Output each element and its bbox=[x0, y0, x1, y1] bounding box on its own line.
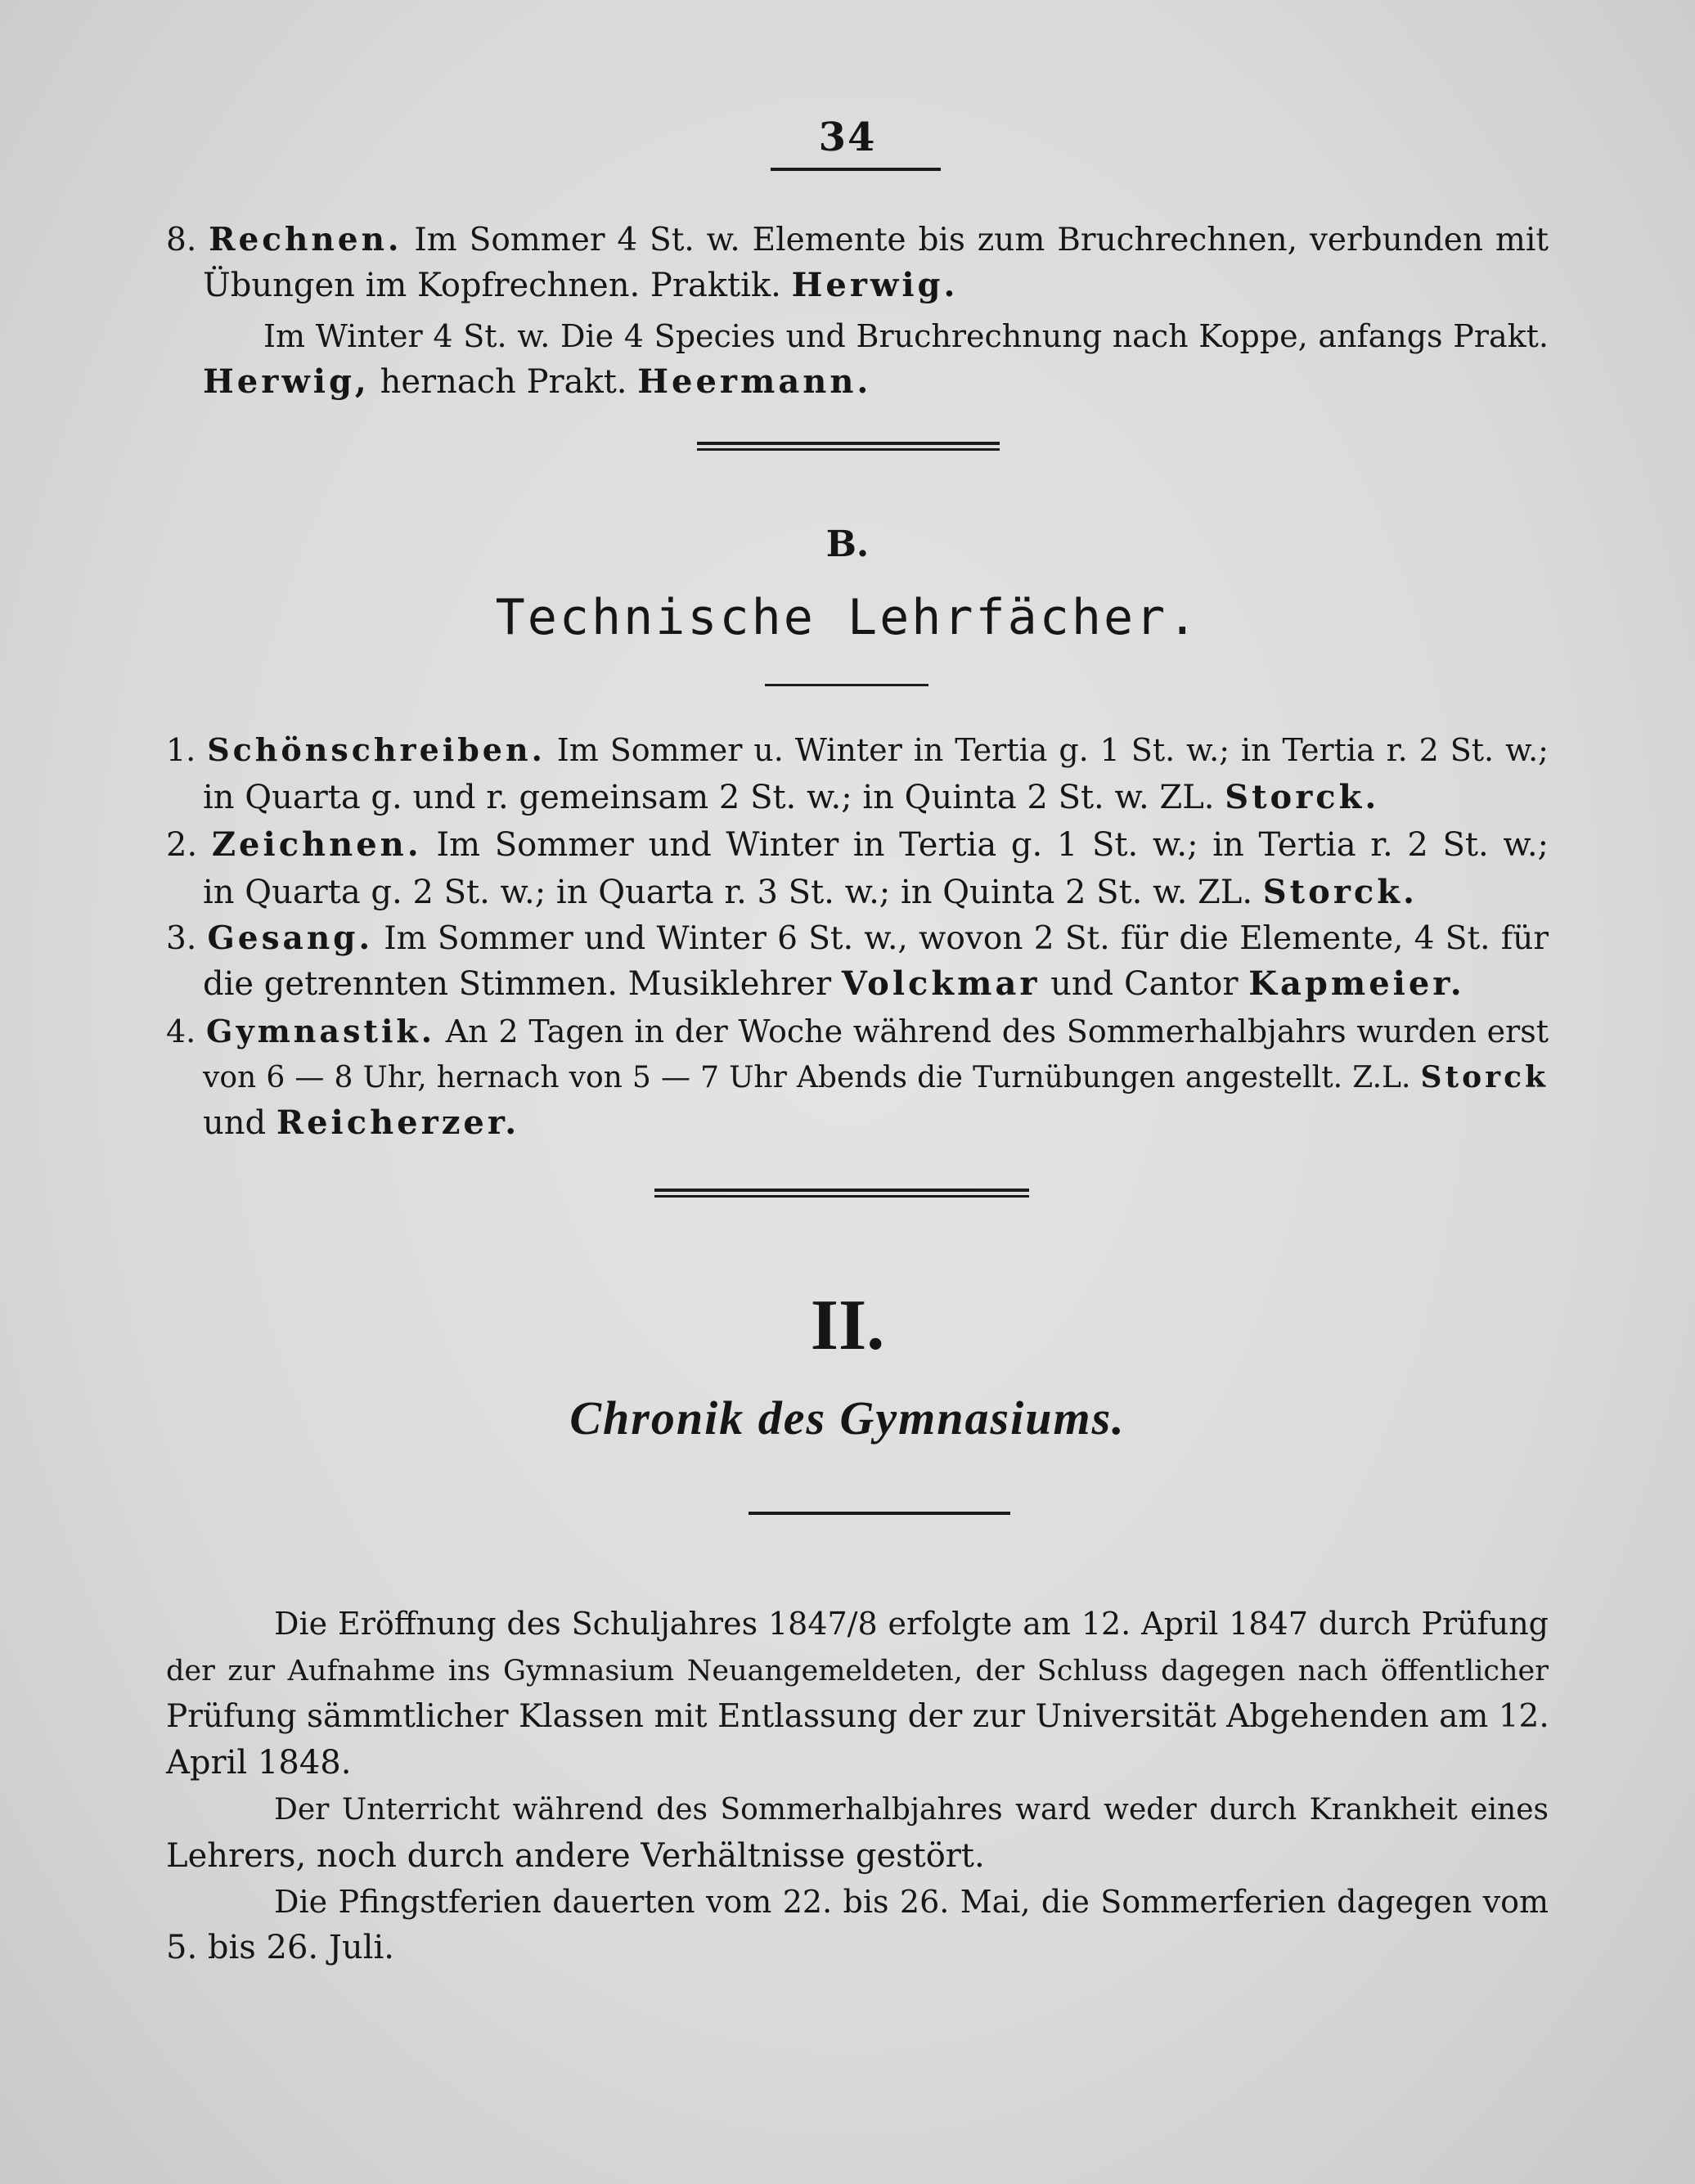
item-3-line-1 bbox=[166, 916, 1549, 961]
item-text: hernach Prakt. bbox=[380, 363, 627, 401]
item-8-line-1 bbox=[166, 218, 1549, 263]
page-number: 34 bbox=[818, 115, 877, 160]
paragraph-1-line-4 bbox=[166, 1741, 1549, 1785]
item-title: Gesang. bbox=[207, 919, 374, 957]
section-divider bbox=[697, 442, 1000, 451]
paragraph-text: April 1848. bbox=[166, 1744, 352, 1782]
item-2-line-1 bbox=[166, 823, 1549, 867]
item-text: Übungen im Kopfrechnen. Praktik. bbox=[203, 267, 781, 304]
item-8-line-4 bbox=[203, 360, 1549, 404]
item-text: Im Sommer und Winter 6 St. w., wovon 2 St. für die Elemente, 4 St. für bbox=[384, 920, 1549, 957]
paragraph-text: Lehrers, noch durch andere Verhältnisse gestört. bbox=[166, 1837, 985, 1875]
teacher-name: Storck. bbox=[1225, 778, 1380, 816]
item-1-line-1 bbox=[166, 728, 1549, 772]
item-text: in Quarta g. und r. gemeinsam 2 St. w.; in Quinta 2 St. w. ZL. bbox=[203, 779, 1215, 816]
item-text: Im Sommer u. Winter in Tertia g. 1 St. w.; in Tertia r. 2 St. w.; bbox=[556, 732, 1549, 768]
item-number: 8. bbox=[166, 222, 197, 258]
item-text: Im Winter 4 St. w. Die 4 Species und Bruchrechnung nach Koppe, anfangs Prakt. bbox=[263, 318, 1549, 354]
title-rule bbox=[765, 684, 928, 686]
item-title: Zeichnen. bbox=[211, 825, 422, 864]
paragraph-text: Die Eröffnung des Schuljahres 1847/8 erfolgte am 12. April 1847 durch Prüfung bbox=[274, 1606, 1549, 1642]
item-4-line-3 bbox=[203, 1101, 1549, 1145]
paragraph-1-line-2 bbox=[166, 1649, 1549, 1693]
item-text: von 6 — 8 Uhr, hernach von 5 — 7 Uhr Abends die Turnübungen angestellt. Z.L. bbox=[203, 1061, 1411, 1094]
item-text: die getrennten Stimmen. Musiklehrer bbox=[203, 965, 832, 1003]
paragraph-text: Der Unterricht während des Sommerhalbjahres ward weder durch Krankheit eines bbox=[274, 1793, 1549, 1827]
teacher-name: Reicherzer. bbox=[276, 1103, 520, 1142]
item-text: Im Sommer 4 St. w. Elemente bis zum Bruchrechnen, verbunden mit bbox=[414, 222, 1549, 258]
paragraph-text: Prüfung sämmtlicher Klassen mit Entlassung der zur Universität Abgehenden am 12. bbox=[166, 1698, 1549, 1735]
item-title: Rechnen. bbox=[209, 221, 402, 258]
paragraph-2-line-1 bbox=[274, 1788, 1549, 1832]
section-letter: B. bbox=[825, 524, 870, 565]
item-number: 1. bbox=[166, 732, 196, 768]
paragraph-1-line-3 bbox=[166, 1695, 1549, 1739]
teacher-name: Kapmeier. bbox=[1248, 964, 1465, 1003]
teacher-name: Herwig, bbox=[203, 362, 370, 401]
item-4-line-2 bbox=[203, 1055, 1549, 1100]
title-rule bbox=[749, 1512, 1010, 1515]
paragraph-3-line-2 bbox=[166, 1926, 1549, 1970]
section-numeral: II. bbox=[810, 1286, 885, 1365]
item-text: in Quarta g. 2 St. w.; in Quarta r. 3 St. w.; in Quinta 2 St. w. ZL. bbox=[203, 874, 1253, 911]
teacher-name: Heermann. bbox=[637, 362, 872, 401]
paragraph-text: der zur Aufnahme ins Gymnasium Neuangemeldeten, der Schluss dagegen nach öffentlicher bbox=[166, 1655, 1549, 1687]
section-divider bbox=[654, 1189, 1029, 1198]
item-title: Schönschreiben. bbox=[207, 731, 546, 768]
item-text: Im Sommer und Winter in Tertia g. 1 St. w.; in Tertia r. 2 St. w.; bbox=[436, 826, 1549, 864]
item-8-line-2 bbox=[203, 263, 1549, 308]
teacher-name: Herwig. bbox=[791, 266, 959, 304]
item-number: 3. bbox=[166, 920, 197, 957]
paragraph-3-line-1 bbox=[274, 1880, 1549, 1924]
page-number-rule bbox=[771, 168, 941, 171]
item-4-line-1 bbox=[166, 1009, 1549, 1054]
item-2-line-2 bbox=[203, 870, 1549, 914]
item-text: und Cantor bbox=[1050, 965, 1239, 1003]
paragraph-1-line-1 bbox=[274, 1602, 1549, 1646]
item-1-line-2 bbox=[203, 775, 1549, 820]
paragraph-2-line-2 bbox=[166, 1834, 1549, 1878]
item-3-line-2 bbox=[203, 962, 1549, 1006]
paragraph-text: Die Pfingstferien dauerten vom 22. bis 26. Mai, die Sommerferien dagegen vom bbox=[274, 1884, 1549, 1920]
teacher-name: Storck bbox=[1420, 1060, 1549, 1094]
item-text: An 2 Tagen in der Woche während des Sommerhalbjahrs wurden erst bbox=[445, 1013, 1549, 1049]
section-title: Technische Lehrfächer. bbox=[495, 589, 1200, 646]
section-title: Chronik des Gymnasiums. bbox=[569, 1391, 1126, 1445]
paragraph-text: 5. bis 26. Juli. bbox=[166, 1929, 394, 1966]
item-text: und bbox=[203, 1104, 267, 1142]
teacher-name: Volckmar bbox=[841, 964, 1041, 1003]
item-number: 4. bbox=[166, 1013, 196, 1049]
item-number: 2. bbox=[166, 826, 198, 864]
item-title: Gymnastik. bbox=[206, 1013, 435, 1049]
item-8-line-3 bbox=[263, 314, 1549, 358]
teacher-name: Storck. bbox=[1262, 873, 1418, 911]
